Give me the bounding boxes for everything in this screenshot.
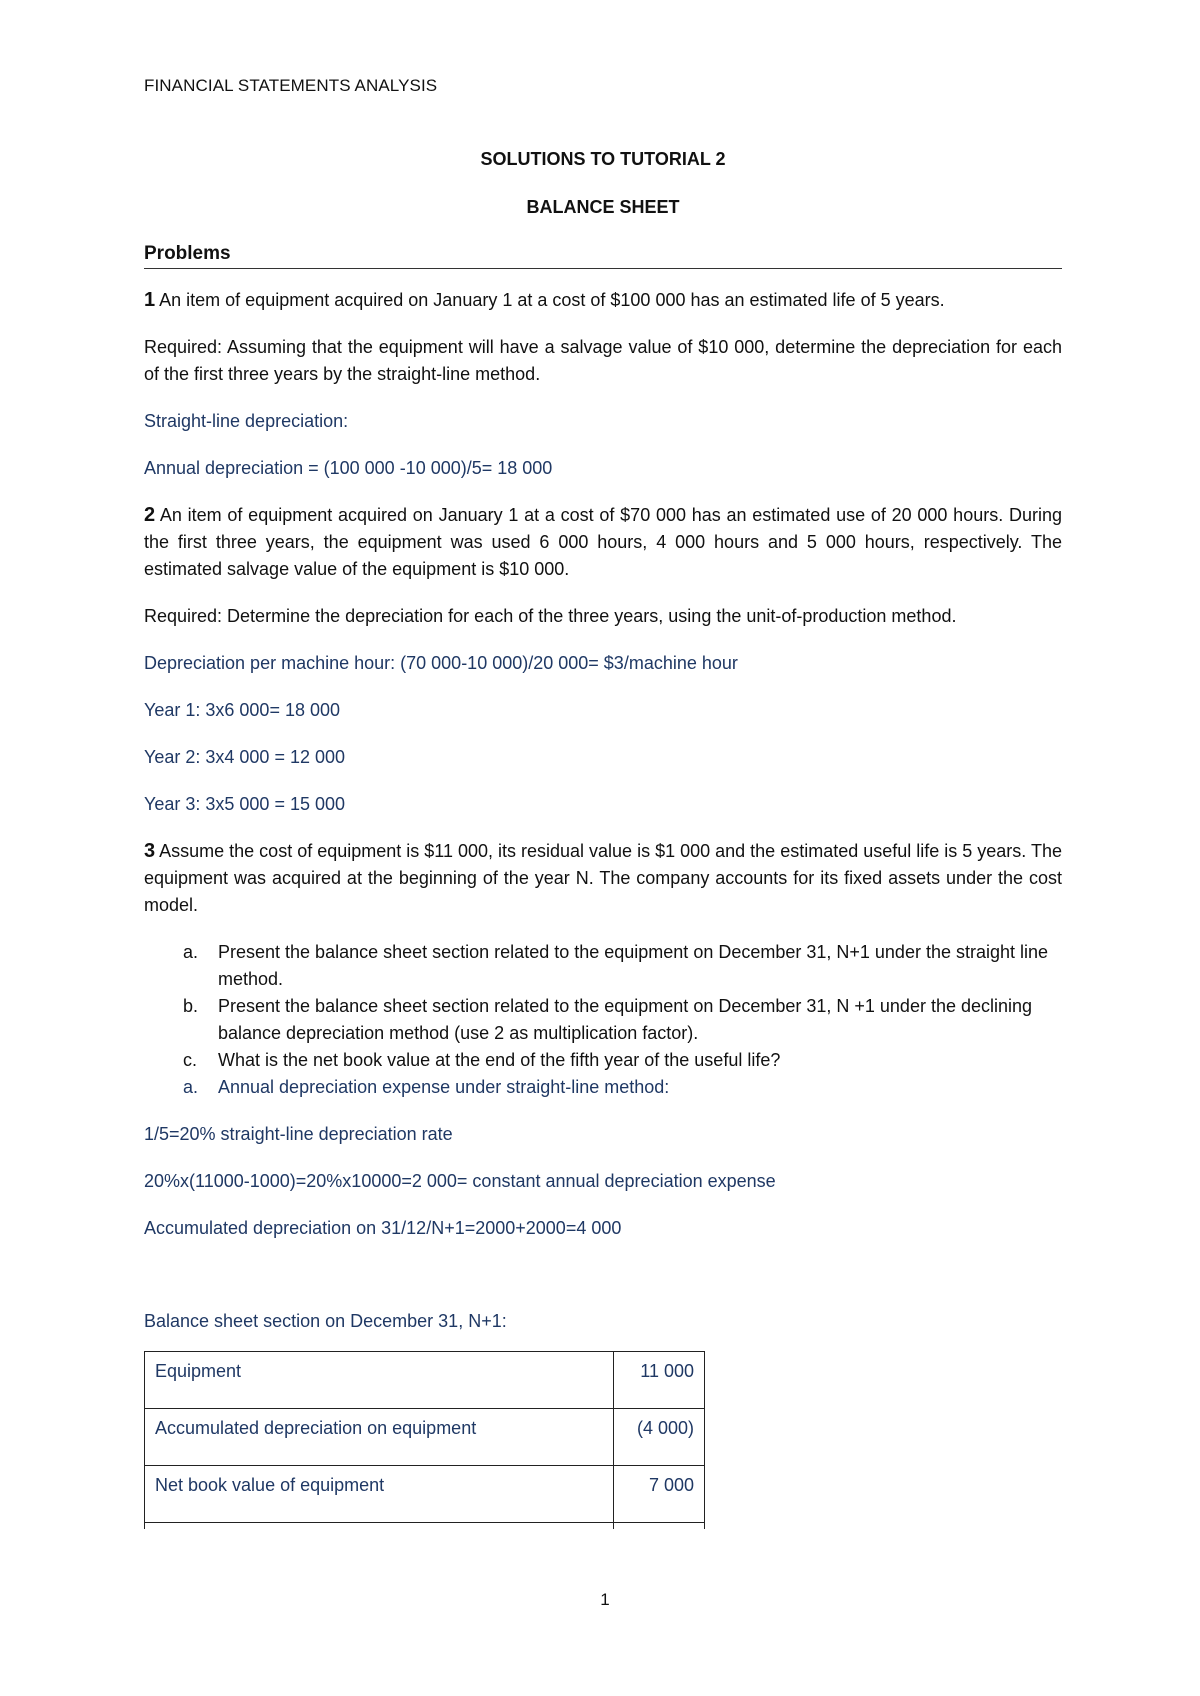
document-subtitle: BALANCE SHEET bbox=[526, 197, 680, 217]
table-row bbox=[145, 1409, 705, 1466]
problem-1-solution-heading: Straight-line depreciation: bbox=[144, 411, 349, 431]
problem-2-required: Required: Determine the depreciation for each of the three years, using the unit-of-production method. bbox=[144, 606, 957, 626]
question-b-marker: b. bbox=[183, 996, 199, 1016]
question-c-text: What is the net book value at the end of the fifth year of the useful life? bbox=[218, 1050, 781, 1070]
problem-2-number: 2 bbox=[144, 504, 156, 526]
page-content bbox=[144, 146, 1062, 1529]
table-cell-label: Accumulated depreciation on equipment bbox=[145, 1409, 614, 1466]
page-number: 1 bbox=[600, 1590, 610, 1609]
answer-a-text: Annual depreciation expense under straight-line method: bbox=[218, 1077, 670, 1097]
problem-1-solution-line: Annual depreciation = (100 000 -10 000)/5= 18 000 bbox=[144, 458, 553, 478]
problem-3-questions bbox=[144, 939, 1062, 1101]
problem-3-expense-line: 20%x(11000-1000)=20%x10000=2 000= constant annual depreciation expense bbox=[144, 1171, 776, 1191]
question-a bbox=[144, 939, 1062, 993]
running-header: FINANCIAL STATEMENTS ANALYSIS bbox=[144, 76, 438, 95]
answer-a-marker: a. bbox=[183, 1077, 199, 1097]
table-cell-empty bbox=[614, 1523, 705, 1530]
problem-2-text: An item of equipment acquired on January 1 at a cost of $70 000 has an estimated use of 20 000 hours. During the first three years, the equipment was used 6 000 hours, 4 000 hours and 5 000 hours, respectively. The estimated salvage value of the equipment is $10 000. bbox=[144, 505, 1062, 579]
question-c-marker: c. bbox=[183, 1050, 198, 1070]
problem-1-statement bbox=[144, 287, 1062, 314]
table-cell-amount: 7 000 bbox=[614, 1466, 705, 1523]
balance-sheet-table bbox=[144, 1351, 705, 1529]
table-cell-empty bbox=[145, 1523, 614, 1530]
question-b-text: Present the balance sheet section related to the equipment on December 31, N +1 under the declining balance depreciation method (use 2 as multiplication factor). bbox=[218, 996, 1033, 1043]
table-row-continuation bbox=[145, 1523, 705, 1530]
problem-3-text: Assume the cost of equipment is $11 000, its residual value is $1 000 and the estimated useful life is 5 years. The equipment was acquired at the beginning of the year N. The company accounts for its fixed assets under the cost model. bbox=[144, 841, 1062, 915]
question-a-marker: a. bbox=[183, 942, 199, 962]
balance-sheet-caption: Balance sheet section on December 31, N+1: bbox=[144, 1311, 507, 1331]
problems-heading: Problems bbox=[144, 240, 1062, 269]
problem-3-rate-line: 1/5=20% straight-line depreciation rate bbox=[144, 1124, 453, 1144]
question-c bbox=[144, 1047, 1062, 1074]
question-b bbox=[144, 993, 1062, 1047]
spacer bbox=[144, 1262, 1062, 1308]
problem-1-required: Required: Assuming that the equipment will have a salvage value of $10 000, determine the depreciation for each of the first three years by the straight-line method. bbox=[144, 337, 1062, 384]
problem-2-year-2: Year 2: 3x4 000 = 12 000 bbox=[144, 747, 346, 767]
table-cell-amount: (4 000) bbox=[614, 1409, 705, 1466]
table-row bbox=[145, 1466, 705, 1523]
table-cell-label: Equipment bbox=[145, 1352, 614, 1409]
problem-2-year-3: Year 3: 3x5 000 = 15 000 bbox=[144, 794, 346, 814]
document-title: SOLUTIONS TO TUTORIAL 2 bbox=[480, 149, 726, 169]
problem-3-number: 3 bbox=[144, 840, 156, 862]
question-a-text: Present the balance sheet section related to the equipment on December 31, N+1 under the straight line method. bbox=[218, 942, 1049, 989]
table-cell-label: Net book value of equipment bbox=[145, 1466, 614, 1523]
table-cell-amount: 11 000 bbox=[614, 1352, 705, 1409]
table-row bbox=[145, 1352, 705, 1409]
problem-2-year-1: Year 1: 3x6 000= 18 000 bbox=[144, 700, 341, 720]
problem-3-statement bbox=[144, 838, 1062, 919]
answer-a bbox=[144, 1074, 1062, 1101]
problem-2-rate-line: Depreciation per machine hour: (70 000-10 000)/20 000= $3/machine hour bbox=[144, 653, 738, 673]
problem-3-accumulated-line: Accumulated depreciation on 31/12/N+1=2000+2000=4 000 bbox=[144, 1218, 622, 1238]
problem-1-number: 1 bbox=[144, 289, 156, 311]
problem-1-text: An item of equipment acquired on January 1 at a cost of $100 000 has an estimated life of 5 years. bbox=[155, 290, 945, 310]
problem-2-statement bbox=[144, 502, 1062, 583]
